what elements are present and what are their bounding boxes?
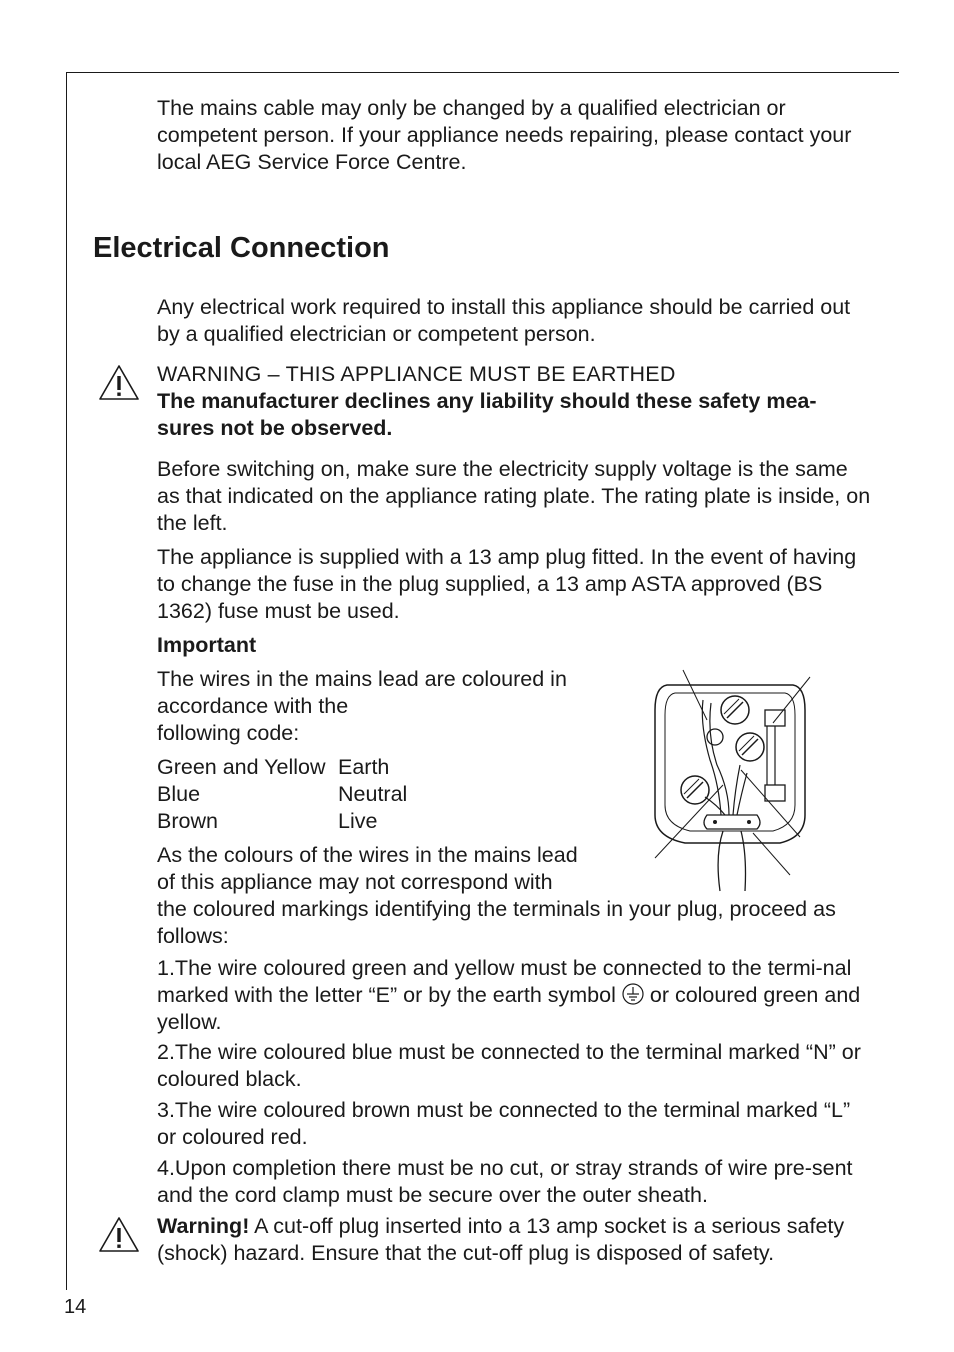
wires-intro-line: accordance with the xyxy=(157,694,349,718)
warning-triangle-icon xyxy=(98,1216,140,1254)
cut-off-plug-warning-label: Warning! xyxy=(157,1214,250,1238)
earthing-warning-title: WARNING – THIS APPLIANCE MUST BE EARTHED xyxy=(157,362,676,386)
step-1-text: 1.The wire coloured green and yellow must be connected to the termi-nal marked with the letter “E” or by the earth symbol xyxy=(157,956,852,1007)
step-1 xyxy=(157,955,877,1036)
electrical-work-paragraph: Any electrical work required to install this appliance should be carried out by a qualified electrician or competent person. xyxy=(157,295,851,346)
cut-off-plug-warning-text: A cut-off plug inserted into a 13 amp socket is a serious safety (shock) hazard. Ensure that the cut-off plug is disposed of safety. xyxy=(157,1214,845,1265)
wires-intro-line: The wires in the mains lead are coloured in xyxy=(157,667,567,691)
voltage-paragraph: Before switching on, make sure the electricity supply voltage is the same as that indicated on the appliance rating plate. The rating plate is inside, on the left. xyxy=(157,457,871,535)
proceed-line: As the colours of the wires in the mains lead xyxy=(157,843,578,867)
step-2: 2.The wire coloured blue must be connected to the terminal marked “N” or coloured black. xyxy=(157,1040,861,1091)
page-number: 14 xyxy=(64,1296,87,1318)
page-frame-left-rule xyxy=(66,72,67,1290)
earthing-warning-body: The manufacturer declines any liability should these safety mea-sures not be observed. xyxy=(157,389,817,440)
color-code-color: Green and Yellow xyxy=(157,755,326,779)
page-frame-top-rule xyxy=(66,72,899,73)
step-3: 3.The wire coloured brown must be connected to the terminal marked “L” or coloured red. xyxy=(157,1098,851,1149)
proceed-paragraph-part2: the coloured markings identifying the terminals in your plug, proceed as follows: xyxy=(157,897,836,948)
color-code-meaning: Earth xyxy=(338,755,390,779)
wires-intro-line: following code: xyxy=(157,721,300,745)
plug-fuse-paragraph: The appliance is supplied with a 13 amp plug fitted. In the event of having to change the fuse in the plug supplied, a 13 amp ASTA approved (BS 1362) fuse must be used. xyxy=(157,545,857,623)
color-code-color: Brown xyxy=(157,809,218,833)
step-4: 4.Upon completion there must be no cut, or stray strands of wire pre-sent and the cord clamp must be secure over the outer sheath. xyxy=(157,1156,853,1207)
important-label: Important xyxy=(157,633,257,657)
plug-wiring-diagram xyxy=(645,665,820,893)
cut-off-plug-warning xyxy=(157,1213,872,1267)
earth-symbol-icon xyxy=(622,983,644,1005)
earthing-warning-block xyxy=(157,361,872,442)
intro-paragraph: The mains cable may only be changed by a qualified electrician or competent person. If your appliance needs repairing, please contact your local AEG Service Force Centre. xyxy=(157,96,852,174)
proceed-line: of this appliance may not correspond with xyxy=(157,870,553,894)
color-code-color: Blue xyxy=(157,782,201,806)
section-heading: Electrical Connection xyxy=(93,232,390,264)
color-code-meaning: Neutral xyxy=(338,782,408,806)
step-1-text-end: or coloured green and yellow. xyxy=(157,983,861,1034)
proceed-paragraph-part1 xyxy=(157,842,627,896)
wires-intro-paragraph xyxy=(157,666,627,747)
warning-triangle-icon xyxy=(98,364,140,402)
color-code-meaning: Live xyxy=(338,809,378,833)
